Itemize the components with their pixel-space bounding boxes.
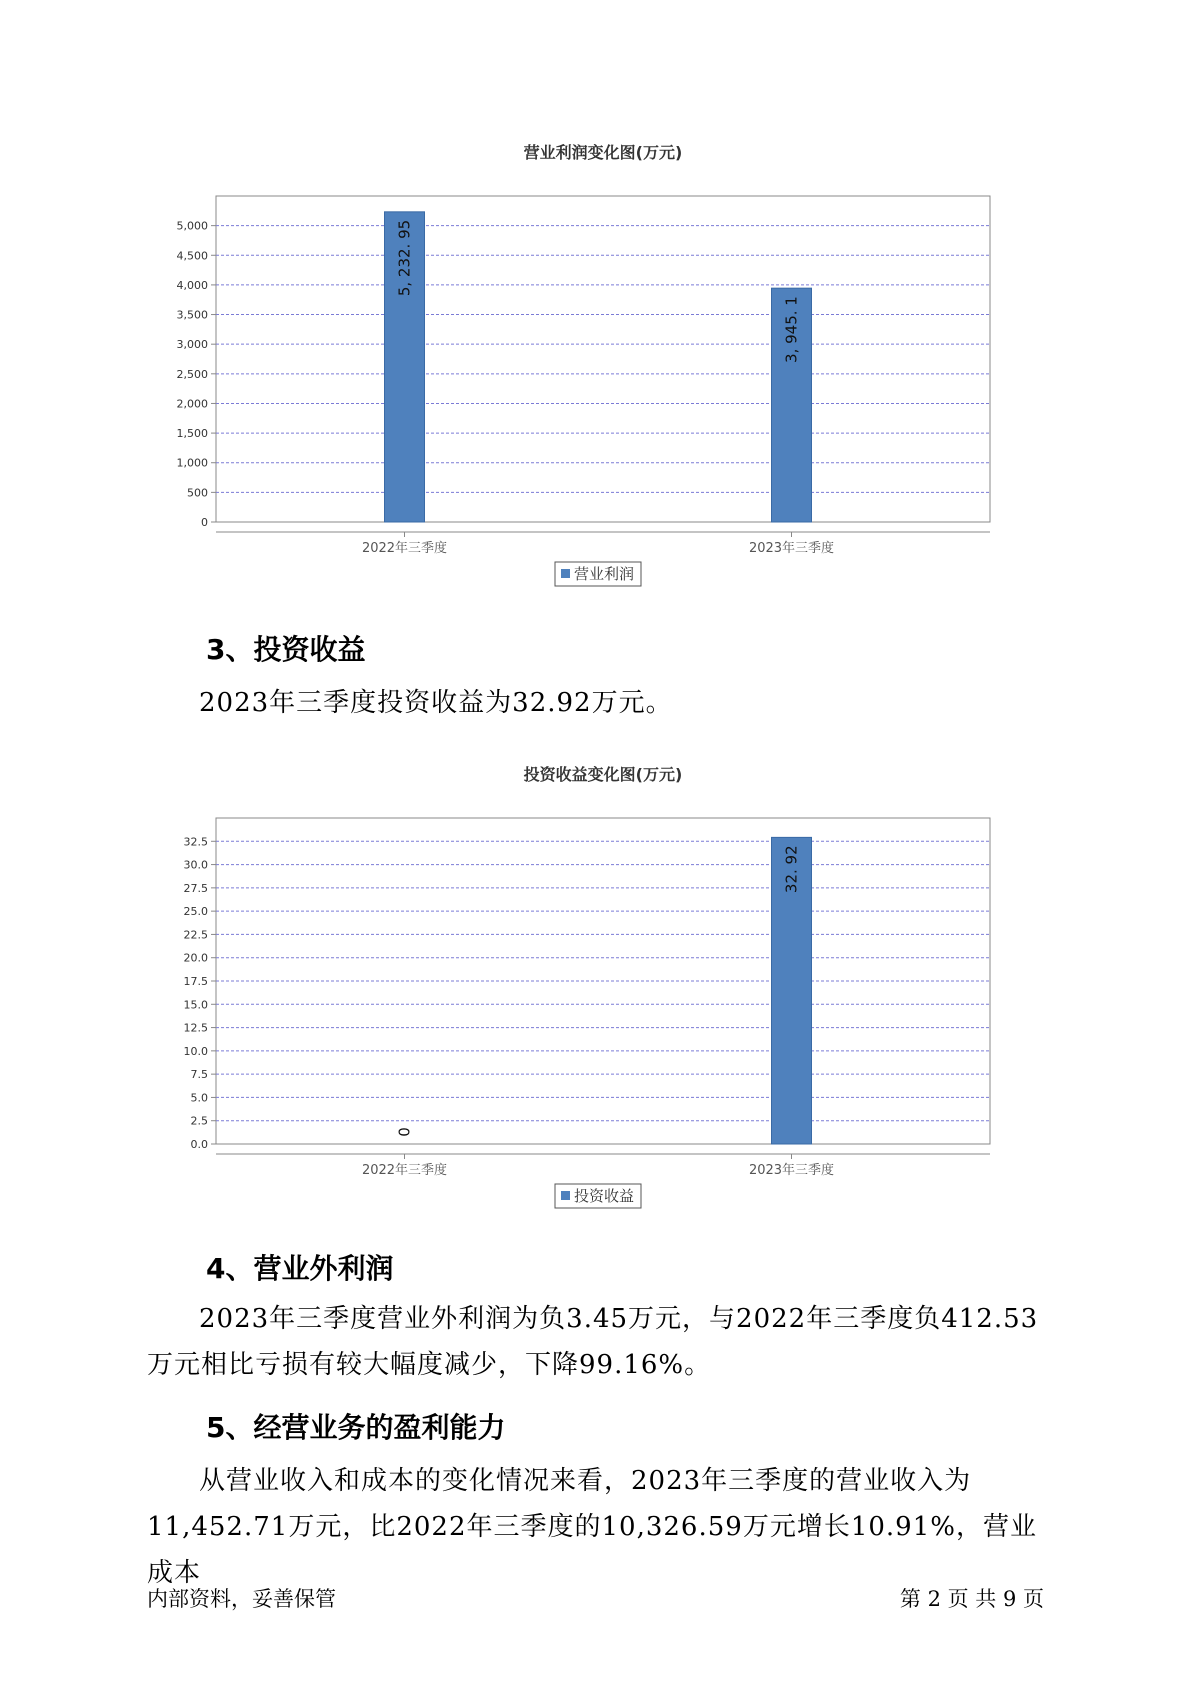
y-tick-label: 20.0: [183, 951, 208, 965]
legend-label: 投资收益: [574, 1187, 635, 1205]
section-4-paragraph: 2023年三季度营业外利润为负3.45万元，与2022年三季度负412.53万元相比亏损有较大幅度减少，下降99.16%。: [147, 1304, 1039, 1380]
y-tick-label: 12.5: [183, 1021, 208, 1035]
y-tick-label: 7.5: [190, 1068, 208, 1082]
section-5-paragraph: 从营业收入和成本的变化情况来看，2023年三季度的营业收入为11,452.71万元，比2022年三季度的10,326.59万元增长10.91%，营业成本: [147, 1466, 1037, 1588]
plot-area: [216, 196, 990, 522]
data-label: 0: [395, 1127, 414, 1137]
y-tick-label: 2,000: [176, 397, 208, 411]
y-tick-label: 30.0: [183, 858, 208, 872]
data-label: 3, 945. 1: [782, 296, 801, 363]
y-tick-label: 1,000: [176, 456, 208, 470]
x-tick-label: 2022年三季度: [361, 1163, 448, 1178]
y-tick-label: 0.0: [190, 1138, 208, 1151]
y-tick-label: 10.0: [183, 1044, 208, 1058]
section-4-heading: 4、营业外利润: [206, 1252, 394, 1285]
y-tick-label: 500: [187, 486, 208, 500]
investment-income-chart-svg: [160, 752, 1040, 1212]
section-3-paragraph: 2023年三季度投资收益为32.92万元。: [199, 688, 673, 718]
data-label: 32. 92: [782, 845, 801, 894]
x-tick-label: 2022年三季度: [361, 541, 448, 556]
y-tick-label: 27.5: [183, 881, 208, 895]
y-tick-label: 5,000: [176, 219, 208, 233]
investment-income-chart: [160, 752, 1040, 1205]
y-tick-label: 2,500: [176, 367, 208, 381]
operating-profit-chart-svg: [160, 130, 1040, 590]
data-label: 5, 232. 95: [395, 219, 414, 297]
legend-swatch: [561, 569, 570, 578]
y-tick-label: 4,500: [176, 249, 208, 263]
y-tick-label: 25.0: [183, 905, 208, 919]
section-5-heading: 5、经营业务的盈利能力: [206, 1411, 506, 1444]
y-tick-label: 17.5: [183, 975, 208, 988]
y-tick-label: 32.5: [183, 835, 208, 849]
footer-confidential-note: 内部资料，妥善保管: [147, 1587, 336, 1611]
operating-profit-chart: [160, 130, 1040, 583]
section-3-heading: 3、投资收益: [206, 633, 366, 666]
y-tick-label: 0: [201, 516, 208, 529]
footer-page-number: 第 2 页 共 9 页: [899, 1587, 1044, 1611]
y-tick-label: 22.5: [183, 928, 208, 942]
x-tick-label: 2023年三季度: [748, 541, 835, 556]
y-tick-label: 5.0: [190, 1091, 208, 1105]
y-tick-label: 1,500: [176, 427, 208, 441]
legend-label: 营业利润: [574, 565, 635, 583]
y-tick-label: 15.0: [183, 998, 208, 1012]
chart-title: 投资收益变化图(万元): [523, 765, 683, 784]
y-tick-label: 4,000: [176, 278, 208, 292]
chart-title: 营业利润变化图(万元): [523, 143, 683, 162]
legend-swatch: [561, 1191, 570, 1200]
y-tick-label: 3,500: [176, 308, 208, 322]
y-tick-label: 2.5: [190, 1114, 208, 1128]
y-tick-label: 3,000: [176, 338, 208, 352]
x-tick-label: 2023年三季度: [748, 1163, 835, 1178]
